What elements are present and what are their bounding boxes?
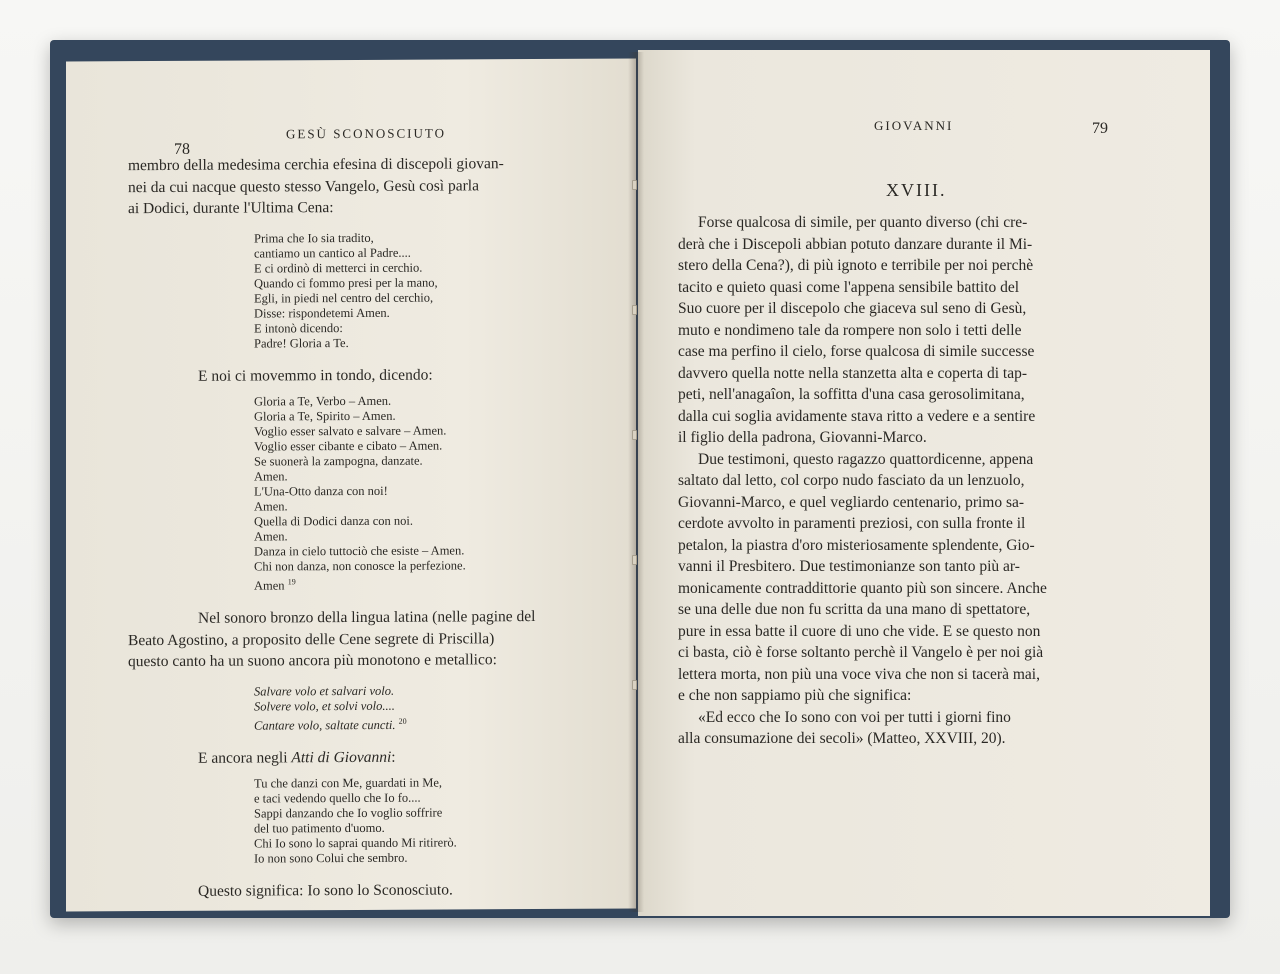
binding-stitch xyxy=(632,430,637,440)
verse-line: Solvere volo, et solvi volo.... xyxy=(254,698,395,714)
verse-line: e taci vedendo quello che Io fo.... xyxy=(254,790,421,806)
text-line: tacito e quieto quasi come l'appena sensibile battito del xyxy=(678,278,1020,296)
verse-line: Chi Io sono lo saprai quando Mi ritirerò. xyxy=(254,835,457,851)
text-line: ci basta, ciò è forse soltanto perchè il Vangelo è per noi già xyxy=(678,644,1044,661)
verse-text: Amen xyxy=(254,578,285,593)
text-line: il figlio della padrona, Giovanni-Marco. xyxy=(678,429,927,446)
text-line: dalla cui soglia avidamente stava ritto a vedere e a sentire xyxy=(678,407,1036,425)
verse-line: E ci ordinò di metterci in cerchio. xyxy=(254,260,423,276)
verse-line: Egli, in piedi nel centro del cerchio, xyxy=(254,290,434,306)
verse-line: Tu che danzi con Me, guardati in Me, xyxy=(254,775,443,791)
verse-line: E intonò dicendo: xyxy=(254,320,343,336)
verse-line: Salvare volo et salvari volo. xyxy=(254,683,395,699)
text-line: monicamente contraddittorie quanto più son sincere. Anche xyxy=(678,579,1047,597)
verse-line: L'Una-Otto danza con noi! xyxy=(254,483,388,499)
closing-line: Questo significa: Io sono lo Sconosciuto. xyxy=(198,881,453,901)
text-line: e che non sappiamo più che significa: xyxy=(678,687,912,704)
text-line: Due testimoni, questo ragazzo quattordicenne, appena xyxy=(698,450,1034,468)
verse-line: Se suonerà la zampogna, danzate. xyxy=(254,453,423,469)
text-line xyxy=(198,746,578,769)
verse-line: del tuo patimento d'uomo. xyxy=(254,821,385,836)
verse-line: Danza in cielo tuttociò che esiste – Amen. xyxy=(254,543,465,559)
text-line: saltato dal letto, col corpo nudo fasciato da un lenzuolo, xyxy=(678,472,1025,489)
verse-line: Prima che Io sia tradito, xyxy=(254,230,374,246)
paragraph xyxy=(678,212,1140,449)
acts-title: Atti di Giovanni xyxy=(291,748,392,767)
verse-line: Io non sono Colui che sembro. xyxy=(254,851,408,866)
binding-stitch xyxy=(632,680,637,690)
verse-line xyxy=(254,573,578,594)
quote-paragraph xyxy=(678,707,1140,750)
verse-line: Amen. xyxy=(254,499,288,514)
verse-line xyxy=(254,712,578,733)
verse-line: Voglio esser salvato e salvare – Amen. xyxy=(254,423,447,439)
acts-prefix: E ancora negli xyxy=(198,749,292,767)
verse-line: Amen. xyxy=(254,469,288,484)
verse-line: Sappi danzando che Io voglio soffrire xyxy=(254,805,443,821)
verse-line: Amen. xyxy=(254,529,288,544)
verse-line: Gloria a Te, Verbo – Amen. xyxy=(254,393,392,409)
text-line: Nel sonoro bronzo della lingua latina (nelle pagine del xyxy=(198,608,536,627)
verse-block xyxy=(254,229,578,351)
text-line: questo canto ha un suono ancora più monotono e metallico: xyxy=(128,651,497,671)
text-line: pure in essa batte il cuore di uno che vide. E se questo non xyxy=(678,622,1041,640)
text-line: vanni il Presbitero. Due testimonianze son tanto più ar- xyxy=(678,558,1020,575)
latin-paragraph xyxy=(128,606,578,673)
verse-line: Disse: rispondetemi Amen. xyxy=(254,305,390,321)
text-line: Beato Agostino, a proposito delle Cene segrete di Priscilla) xyxy=(128,629,495,649)
left-page xyxy=(66,59,636,912)
text-line: stero della Cena?), di più ignoto e terribile per noi perchè xyxy=(678,257,1034,274)
verse-block xyxy=(254,393,578,594)
verse-line: Padre! Gloria a Te. xyxy=(254,335,349,351)
running-head: GESÙ SCONOSCIUTO xyxy=(286,125,446,142)
binding-stitch xyxy=(632,555,637,565)
text-line: petalon, la piastra d'oro misteriosamente splendente, Gio- xyxy=(678,536,1035,554)
text-line: membro della medesima cerchia efesina di discepoli giovan- xyxy=(128,155,504,175)
left-text xyxy=(128,153,578,903)
verse-line: Chi non danza, non conosce la perfezione. xyxy=(254,558,466,574)
text-line: nei da cui nacque questo stesso Vangelo, Gesù così parla xyxy=(128,176,479,196)
text-line: Giovanni-Marco, e quel vegliardo centenario, primo sa- xyxy=(678,493,1025,511)
text-line: Forse qualcosa di simile, per quanto diverso (chi cre- xyxy=(698,214,1028,231)
verse-line: Voglio esser cibante e cibato – Amen. xyxy=(254,438,443,454)
verse-block xyxy=(254,775,578,867)
text-line: alla consumazione dei secoli» (Matteo, XXVIII, 20). xyxy=(678,730,1006,747)
text-line: muto e nondimeno tale da rompere non solo i tetti delle xyxy=(678,321,1022,339)
binding-stitch xyxy=(632,305,637,315)
text-line: ai Dodici, durante l'Ultima Cena: xyxy=(128,199,334,218)
right-text xyxy=(678,212,1140,750)
intro-paragraph xyxy=(128,153,578,220)
page-number: 79 xyxy=(1092,120,1108,137)
text-line: davvero quella notte nella stanzetta alta e coperta di tap- xyxy=(678,364,1028,382)
binding-stitch xyxy=(632,180,637,190)
running-head: GIOVANNI xyxy=(874,118,954,133)
text-line: lettera morta, non più una voce viva che non si tacerà mai, xyxy=(678,665,1040,683)
text-line: peti, nell'anagaîon, la soffitta d'una casa gerosolimitana, xyxy=(678,386,1025,403)
verse-text: Cantare volo, saltate cuncti. xyxy=(254,717,396,733)
text-line: case ma perfino il cielo, forse qualcosa di simile successe xyxy=(678,343,1035,360)
footnote-marker: 19 xyxy=(287,577,296,587)
text-line: Suo cuore per il discepolo che giaceva sul seno di Gesù, xyxy=(678,300,1027,317)
verse-line: Quella di Dodici danza con noi. xyxy=(254,513,413,529)
footnote-marker: 20 xyxy=(398,716,407,726)
text-line: cerdote avvolto in paramenti preziosi, con sulla fronte il xyxy=(678,515,1026,532)
text-line: E noi ci movemmo in tondo, dicendo: xyxy=(198,366,433,385)
text-line: se una delle due non fu scritta da una mano di spettatore, xyxy=(678,601,1031,618)
text-line: «Ed ecco che Io sono con voi per tutti i giorni fino xyxy=(698,708,1011,726)
text-line: derà che i Discepoli abbian potuto danzare durante il Mi- xyxy=(678,235,1033,253)
verse-line: cantiamo un cantico al Padre.... xyxy=(254,245,411,261)
page-number: 78 xyxy=(174,140,190,158)
verse-line: Gloria a Te, Spirito – Amen. xyxy=(254,408,396,424)
acts-suffix: : xyxy=(391,748,396,766)
latin-verse-block xyxy=(254,682,578,733)
paragraph xyxy=(678,449,1140,707)
chapter-heading: XVIII. xyxy=(886,180,947,200)
verse-line: Quando ci fommo presi per la mano, xyxy=(254,275,438,291)
right-page xyxy=(638,50,1210,916)
